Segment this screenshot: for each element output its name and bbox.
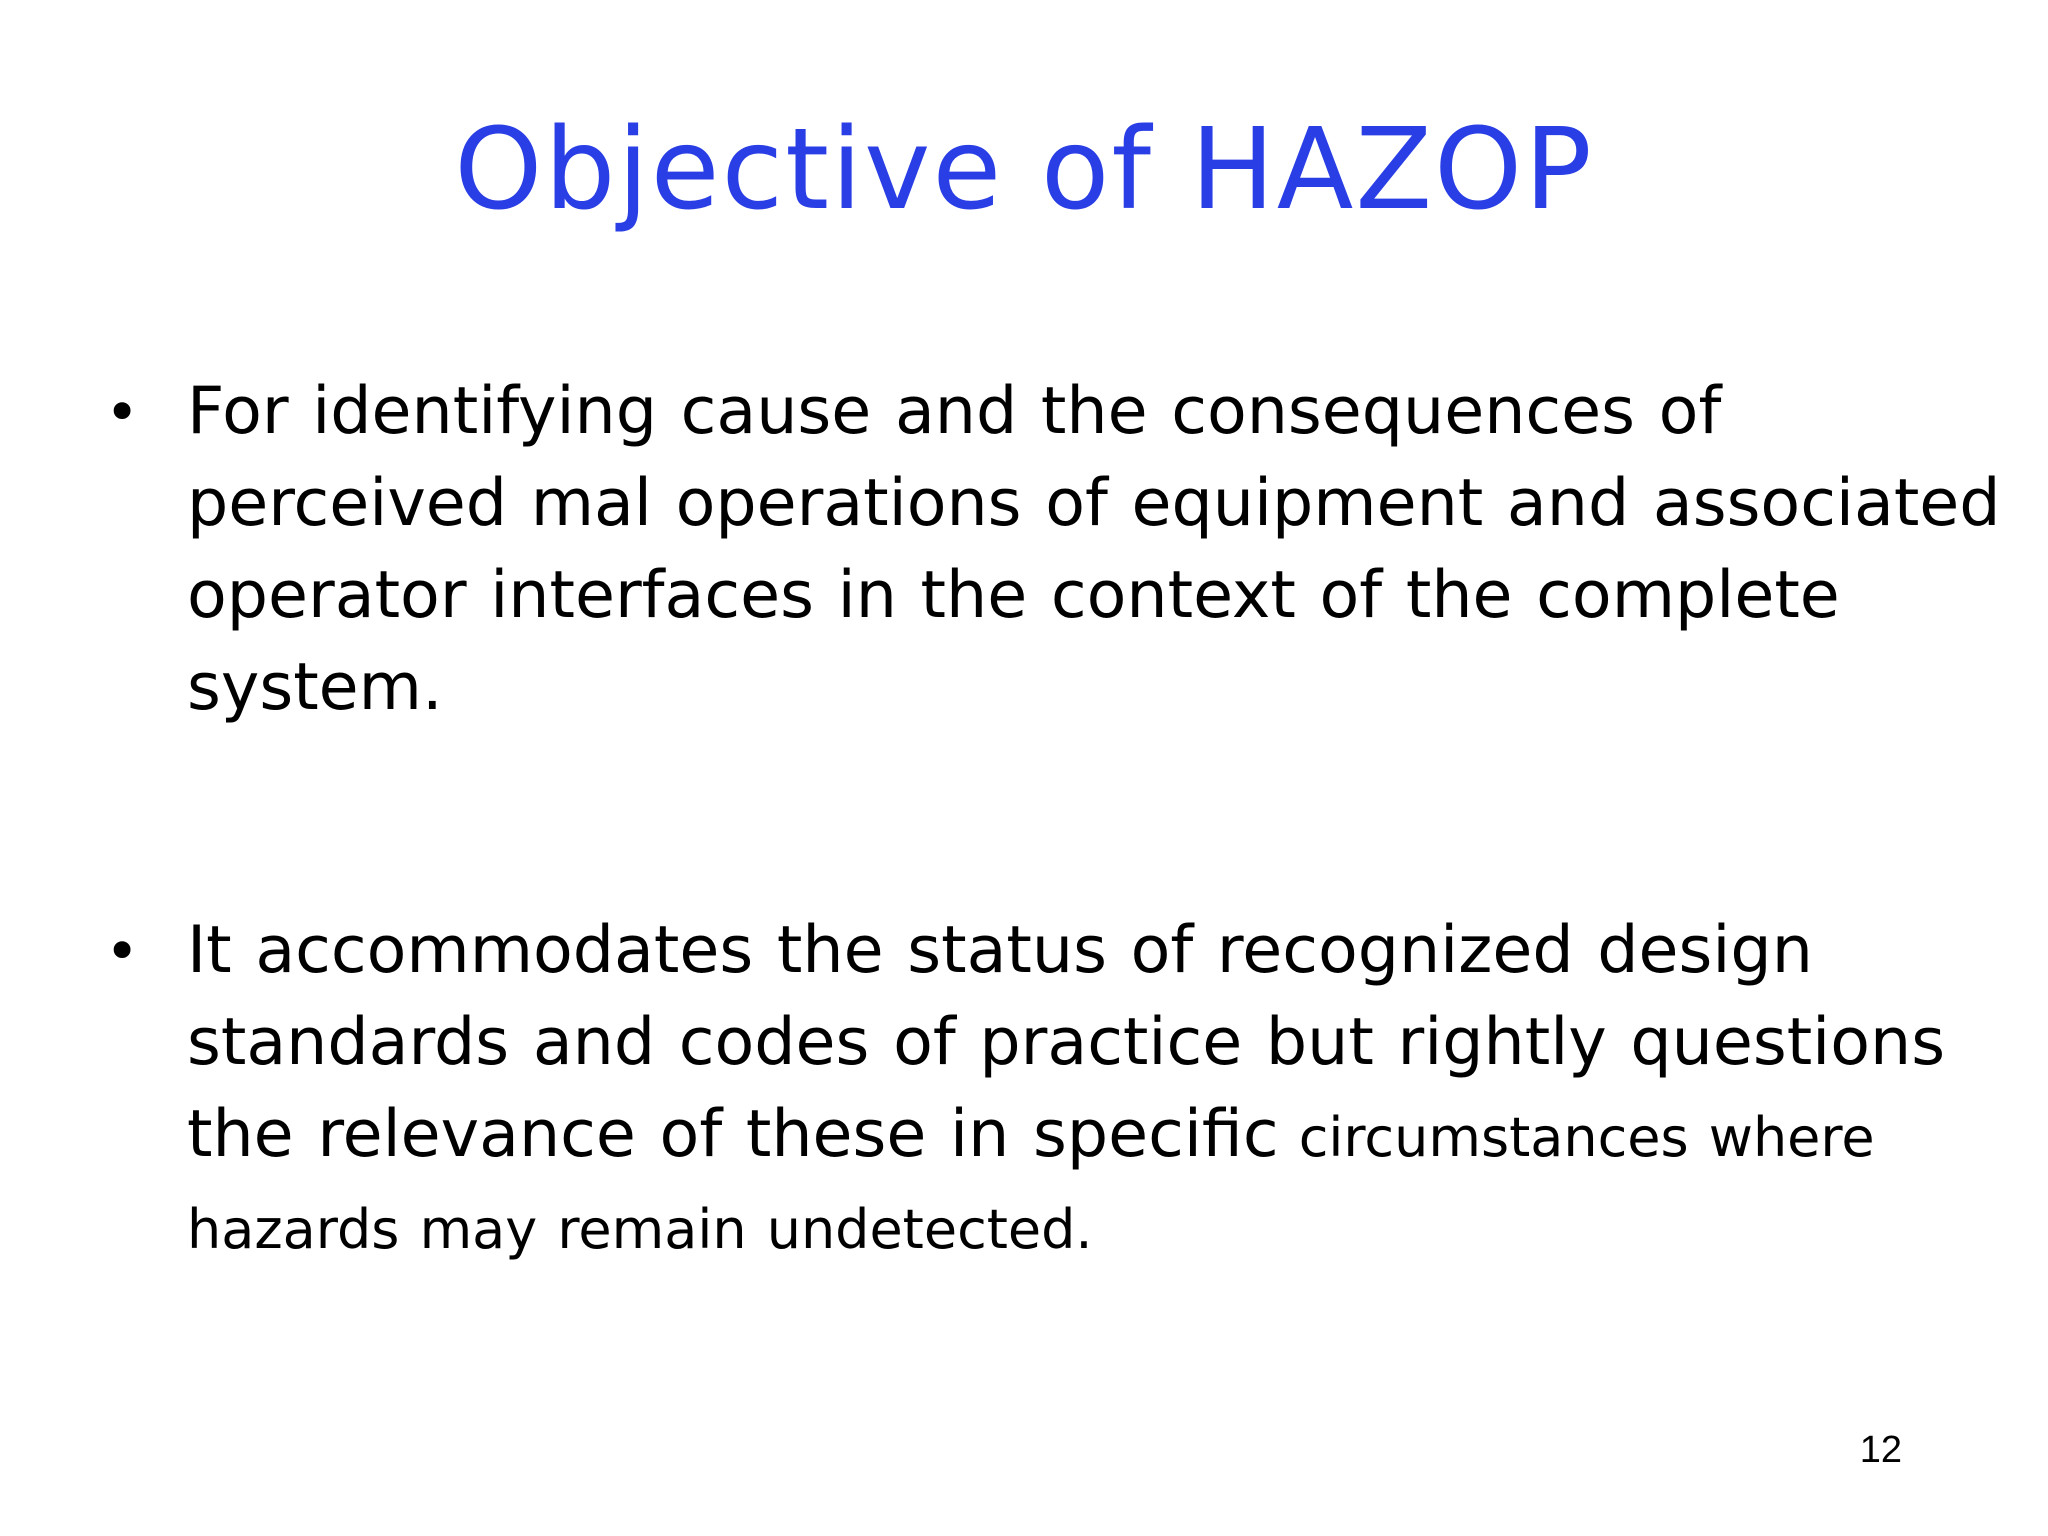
bullet-marker: • <box>105 917 140 985</box>
bullet-marker: • <box>105 378 140 446</box>
bullet-text-main: It accommodates the status of recognized design standards and codes of practice but rightly questions the relevance of these in specific <box>187 913 1946 1172</box>
bullet-text <box>187 366 2027 734</box>
bullet-text <box>187 905 2027 1273</box>
page-number: 12 <box>1859 1429 1902 1471</box>
bullet-text-main: For identifying cause and the consequences of perceived mal operations of equipment and associated operator interfaces in the context of the complete system. <box>187 374 2001 725</box>
bullet-text-small: circumstances where hazards may remain undetected. <box>187 1106 1875 1261</box>
slide-title: Objective of HAZOP <box>454 105 1594 235</box>
